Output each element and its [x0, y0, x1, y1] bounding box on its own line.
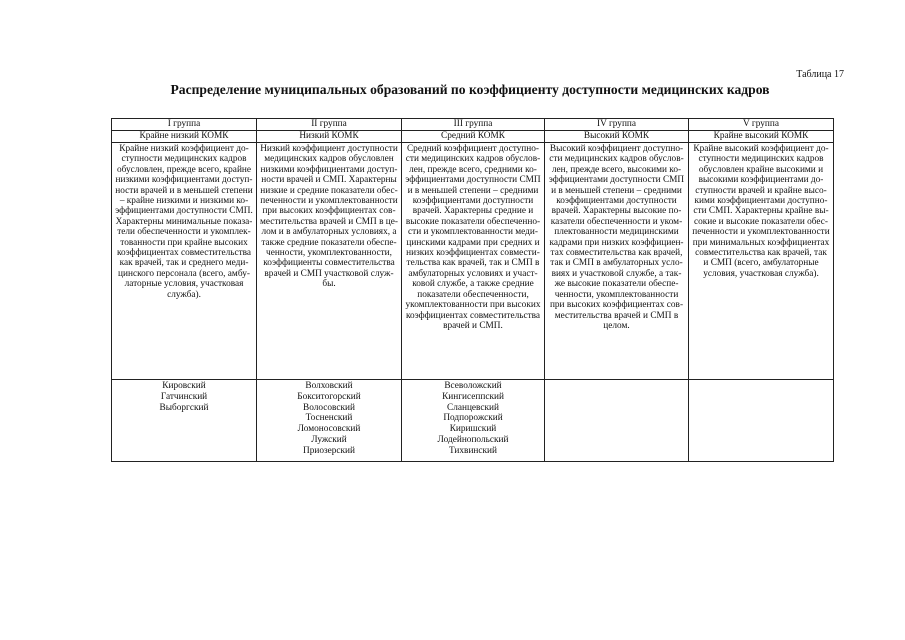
- municipality-name: Гатчинский: [160, 391, 208, 402]
- group-description-cell: Низкий коэффициент доступности медицинских кадров обусловлен низкими коэффициентами доступности врачей и СМП. Характерны низкие и средние показатели обеспеченности и укомплектованности при высоких коэффициентах совместительства врачей и СМП в целом и в амбулаторных условиях, а также средние показатели обеспеченности, укомплектованности, коэффициенты совместительства врачей и СМП участковой службы.: [257, 143, 402, 380]
- document-title: Распределение муниципальных образований по коэффициенту доступности медицинских кадров: [170, 82, 770, 97]
- group-level-row: [112, 131, 834, 143]
- group-name-cell: I группа: [112, 119, 257, 131]
- group-description-cell: Крайне низкий коэффициент доступности медицинских кадров обусловлен, прежде всего, крайне низкими коэффициентами доступности врачей и в меньшей степени – крайне низкими и низкими коэффициентами доступности СМП. Характерны минимальные показатели обеспеченности и укомплектованности при крайне высоких коэффициентах совместительства как врачей, так и среднего медицинского персонала (всего, амбулаторные условия, участковая служба).: [112, 143, 257, 380]
- municipality-name: Подпорожский: [443, 413, 503, 424]
- municipality-name: Кингисеппский: [442, 391, 504, 402]
- municipality-name: Киришский: [449, 424, 497, 435]
- group-description-cell: Крайне высокий коэффициент доступности медицинских кадров обусловлен крайне высокими и высокими коэффициентами доступности врачей и крайне высокими коэффициентами доступности СМП. Характерны крайне высокие и высокие показатели обеспеченности и укомплектованности при минимальных коэффициентах совместительства как врачей, так и СМП (всего, амбулаторные условия, участковая служба).: [689, 143, 834, 380]
- group-description-row: [112, 143, 834, 380]
- municipality-name: Волховский: [305, 381, 353, 391]
- group-level-cell: Низкий КОМК: [257, 131, 402, 143]
- group-name-cell: III группа: [402, 119, 545, 131]
- municipalities-cell: [545, 380, 689, 462]
- municipalities-cell: [689, 380, 834, 462]
- group-level-cell: Крайне низкий КОМК: [112, 131, 257, 143]
- groups-table: [111, 118, 834, 462]
- group-name-cell: V группа: [689, 119, 834, 131]
- group-name-cell: II группа: [257, 119, 402, 131]
- municipalities-cell: [257, 380, 402, 462]
- group-level-cell: Крайне высокий КОМК: [689, 131, 834, 143]
- municipality-name: Выборгский: [159, 402, 209, 413]
- group-description-cell: Средний коэффициент доступности медицинских кадров обусловлен, прежде всего, средними коэффициентами доступности СМП и в меньшей степени – средними коэффициентами доступности врачей. Характерны средние и высокие показатели обеспеченности и укомплектованности медицинскими кадрами при средних и низких коэффициентах совместительства как врачей, так и СМП в амбулаторных условиях и участковой службе, а также средние показатели обеспеченности, укомплектованности при высоких коэффициентах совместительства врачей и СМП.: [402, 143, 545, 380]
- municipality-name: Всеволожский: [444, 381, 502, 391]
- group-name-cell: IV группа: [545, 119, 689, 131]
- group-level-cell: Высокий КОМК: [545, 131, 689, 143]
- municipalities-cell: [112, 380, 257, 462]
- table-number: Таблица 17: [796, 69, 844, 80]
- municipality-name: Сланцевский: [447, 402, 499, 413]
- group-name-row: [112, 119, 834, 131]
- municipality-name: Тосненский: [305, 413, 353, 424]
- municipality-name: Волосовский: [303, 402, 355, 413]
- municipality-name: Приозерский: [302, 445, 356, 456]
- municipality-name: Ломоносовский: [297, 424, 361, 435]
- municipality-name: Лужский: [311, 434, 347, 445]
- municipality-name: Лодейнопольский: [437, 434, 509, 445]
- municipalities-cell: [402, 380, 545, 462]
- municipality-name: Бокситогорский: [297, 391, 361, 402]
- group-level-cell: Средний КОМК: [402, 131, 545, 143]
- municipality-name: Кировский: [162, 381, 206, 391]
- group-description-cell: Высокий коэффициент доступности медицинских кадров обусловлен, прежде всего, высокими коэффициентами доступности СМП и в меньшей степени – средними коэффициентами доступности врачей. Характерны высокие показатели обеспеченности и укомплектованности медицинскими кадрами при низких коэффициентах совместительства как врачей, так и СМП в амбулаторных условиях и участковой службе, а также высокие показатели обеспеченности, укомплектованности при высоких коэффициентах совместительства врачей и СМП в целом.: [545, 143, 689, 380]
- municipality-name: Тихвинский: [448, 445, 497, 456]
- municipalities-row: [112, 380, 834, 462]
